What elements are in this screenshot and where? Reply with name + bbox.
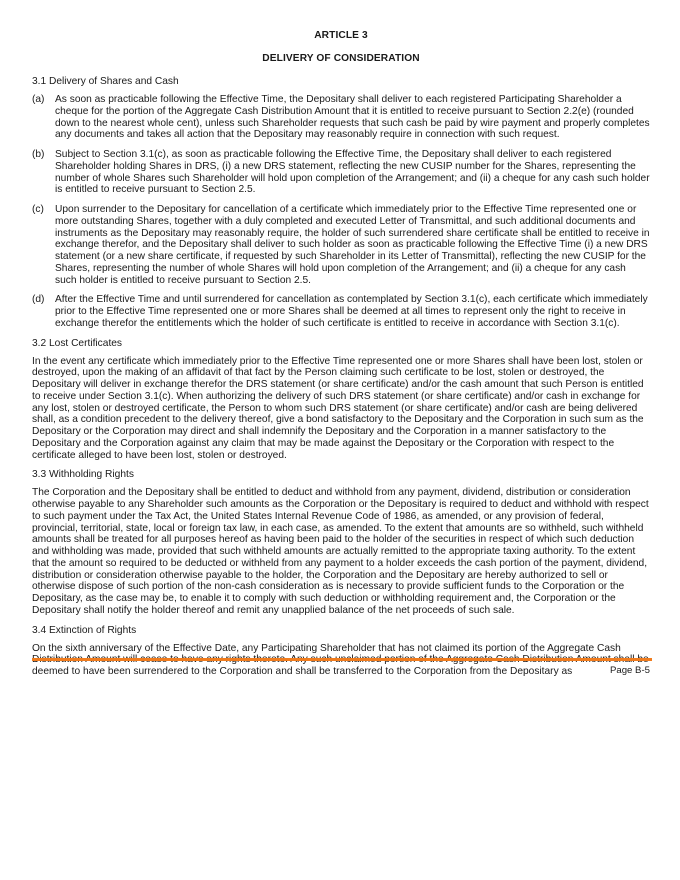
list-item-text: Subject to Section 3.1(c), as soon as practicable following the Effective Time, the Depositary shall deliver to each registered Shareholder holding Shares in DRS, (i) a new DRS statement, reflecting the new CUSIP number for the Shares, representing the number of whole Shares such Shareholder will hold upon completion of the Arrangement; and (ii) a cheque for any cash such holder is entitled to receive pursuant to Section 2.5. — [55, 149, 650, 196]
section-body-3-2: In the event any certificate which immediately prior to the Effective Time represented one or more Shares shall have been lost, stolen or destroyed, upon the making of an affidavit of that fact by the Person claiming such certificate to be lost, stolen or destroyed, the Depositary will deliver in exchange therefor the DRS statement (or share certificate) and/or the cash amount that such Person is entitled to receive under Section 3.1(c). When authorizing the delivery of such DRS statement (or share certificate) and/or cash in exchange for any lost, stolen or destroyed certificate, the Person to whom such DRS statement (or share certificate) and/or cash are being delivered shall, as a condition precedent to the delivery thereof, give a bond satisfactory to the Depositary and the Corporation in such sum as the Depositary or the Corporation may direct and shall indemnify the Depositary and the Corporation in a manner satisfactory to the Depositary and the Corporation against any claim that may be made against the Depositary or the Corporation with respect to the certificate alleged to have been lost, stolen or destroyed. — [32, 355, 644, 461]
list-item-text: Upon surrender to the Depositary for cancellation of a certificate which immediately prior to the Effective Time represented one or more outstanding Shares, together with a duly completed and executed Letter of Transmittal, and such additional documents and instruments as the Depositary may reasonably require, the holder of such surrendered share certificate shall be entitled to receive in exchange therefor, and the Depositary shall deliver to such holder as soon as practicable following the Effective Time (i) a new DRS statement (or a new share certificate, if requested by such Shareholder in its Letter of Transmittal), reflecting the new CUSIP for the Shares, representing the number of whole Shares will hold upon completion of the Arrangement; and (ii) a cheque for any cash such holder is entitled to receive pursuant to Section 2.5. — [55, 204, 650, 286]
page-content — [32, 30, 650, 686]
section-heading-3-2: 3.2 Lost Certificates — [32, 337, 123, 349]
list-marker: (d) — [32, 294, 45, 306]
list-item-text: As soon as practicable following the Effective Time, the Depositary shall deliver to each registered Participating Shareholder a cheque for the portion of the Aggregate Cash Distribution Amount that it is entitled to receive pursuant to Section 2.2(e) (rounded down to the nearest whole cent), unless such Shareholder requests that such cash be paid by wire payment and properly completes any documents and takes all action that the Depositary may reasonably require in connection with such request. — [55, 94, 650, 141]
page-number: Page B-5 — [609, 665, 650, 676]
section-body-3-3: The Corporation and the Depositary shall be entitled to deduct and withhold from any payment, dividend, distribution or consideration otherwise payable to any Shareholder such amounts as the Corporation or the Depositary is required to deduct and withhold with respect to such payment under the Tax Act, the United States Internal Revenue Code of 1986, as amended, or any provision of federal, provincial, territorial, state, local or foreign tax law, in each case, as amended. To the extent that amounts are so withheld, such withheld amounts shall be treated for all purposes hereof as having been paid to the holder of the securities in respect of which such deduction and withholding was made, provided that such withheld amounts are actually remitted to the appropriate taxing authority. To the extent that the amount so required to be deducted or withheld from any payment to a holder exceeds the cash portion of the payment, dividend, distribution or consideration otherwise payable to the holder, the Corporation and the Depositary are hereby authorized to sell or otherwise dispose of such portion of the non-cash consideration as is necessary to provide sufficient funds to the Corporation or the Depositary, as the case may be, to enable it to comply with such deduction or withholding requirement and, the Corporation or the Depositary shall notify the holder thereof and remit any unapplied balance of the net proceeds of such sale. — [32, 487, 649, 616]
section-heading-3-4: 3.4 Extinction of Rights — [32, 624, 137, 636]
article-subtitle: DELIVERY OF CONSIDERATION — [262, 53, 420, 64]
list-marker: (c) — [32, 204, 44, 215]
section-body-3-4: On the sixth anniversary of the Effective Date, any Participating Shareholder that has not claimed its portion of the Aggregate Cash deemed to have been surrendered to the Corporation and shall be transferred to the Corporation from the Depositary as — [32, 642, 621, 677]
list-marker: (b) — [32, 149, 45, 160]
list-item-text: After the Effective Time and until surrendered for cancellation as contemplated by Section 3.1(c), each certificate which immediately prior to the Effective Time represented one or more Shares shall be deemed at all times to represent only the right to receive in exchange therefor the entitlements which the holder of such certificate is entitled to receive in accordance with Section 3.1(c). — [55, 294, 648, 329]
list-item-d — [32, 294, 650, 329]
footer-rule — [32, 658, 652, 661]
list-item-b — [32, 149, 650, 196]
article-title: ARTICLE 3 — [314, 30, 368, 41]
list-item-a — [32, 94, 650, 141]
list-item-c — [32, 204, 650, 286]
section-heading-3-3: 3.3 Withholding Rights — [32, 469, 134, 481]
section-heading-3-1: 3.1 Delivery of Shares and Cash — [32, 76, 179, 87]
list-marker: (a) — [32, 94, 45, 105]
